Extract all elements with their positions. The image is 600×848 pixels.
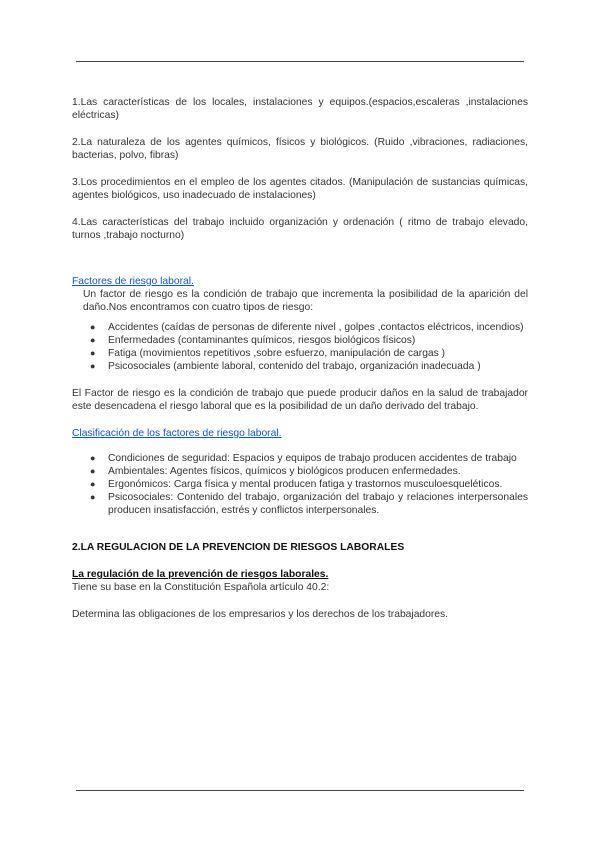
bullet-icon: ● [90, 466, 96, 476]
list-item-3: 3.Los procedimientos en el empleo de los agentes citados. (Manipulación de sustancias químicas, agentes biológicos, uso inadecuado de instalaciones) [72, 177, 528, 201]
list-item: ● Enfermedades (contaminantes químicos, riesgos biológicos físicos) [90, 335, 416, 346]
section2-subheading: La regulación de la prevención de riesgos laborales. [72, 569, 329, 580]
bottom-rule [76, 790, 524, 791]
bullet-icon: ● [90, 361, 96, 371]
list-item: ● Psicosociales (ambiente laboral, contenido del trabajo, organización inadecuada ) [90, 361, 481, 372]
factores-link[interactable]: Factores de riesgo laboral. [72, 276, 194, 287]
section2-line1: Tiene su base en la Constitución Española artículo 40.2: [72, 582, 330, 593]
bullet-icon: ● [90, 479, 96, 489]
list-item: ● Ergonómicos: Carga física y mental producen fatiga y trastornos musculoesqueléticos. [90, 479, 503, 490]
clasificacion-heading [72, 427, 528, 440]
list-item: ● Psicosociales: Contenido del trabajo, organización del trabajo y relaciones interpersonales producen insatisfacción, estrés y conflictos interpersonales. [90, 492, 528, 516]
factores-definition: El Factor de riesgo es la condición de trabajo que puede producir daños en la salud de trabajador este desencadena el riesgo laboral que es la posibilidad de un daño derivado del trabajo. [72, 388, 528, 412]
document-body [72, 96, 528, 621]
bullet-icon: ● [90, 335, 96, 345]
list-item: ● Accidentes (caídas de personas de diferente nivel , golpes ,contactos eléctricos, incendios) [90, 322, 524, 333]
clasificacion-link[interactable]: Clasificación de los factores de riesgo laboral. [72, 428, 282, 439]
section2-heading: 2.LA REGULACION DE LA PREVENCION DE RIESGOS LABORALES [72, 542, 405, 553]
factores-list [72, 321, 528, 373]
clasificacion-list [72, 452, 528, 517]
list-item-4: 4.Las características del trabajo incluido organización y ordenación ( ritmo de trabajo elevado, turnos ,trabajo nocturno) [72, 217, 528, 241]
section2-line2: Determina las obligaciones de los empresarios y los derechos de los trabajadores. [72, 609, 449, 620]
top-rule [76, 61, 524, 62]
list-item: ● Condiciones de seguridad: Espacios y equipos de trabajo producen accidentes de trabajo [90, 453, 517, 464]
bullet-icon: ● [90, 322, 96, 332]
list-item: ● Ambientales: Agentes físicos, químicos y biológicos producen enfermedades. [90, 466, 461, 477]
bullet-icon: ● [90, 453, 96, 463]
list-item-2: 2.La naturaleza de los agentes químicos, físicos y biológicos. (Ruido ,vibraciones, radiaciones, bacterias, polvo, fibras) [72, 137, 528, 161]
factores-heading [72, 275, 528, 288]
factores-intro: Un factor de riesgo es la condición de trabajo que incrementa la posibilidad de la aparición del daño.Nos encontramos con cuatro tipos de riesgo: [83, 289, 528, 313]
bullet-icon: ● [90, 348, 96, 358]
list-item-1: 1.Las características de los locales, instalaciones y equipos.(espacios,escaleras ,instalaciones eléctricas) [72, 97, 528, 121]
bullet-icon: ● [90, 492, 96, 502]
list-item: ● Fatiga (movimientos repetitivos ,sobre esfuerzo, manipulación de cargas ) [90, 348, 446, 359]
